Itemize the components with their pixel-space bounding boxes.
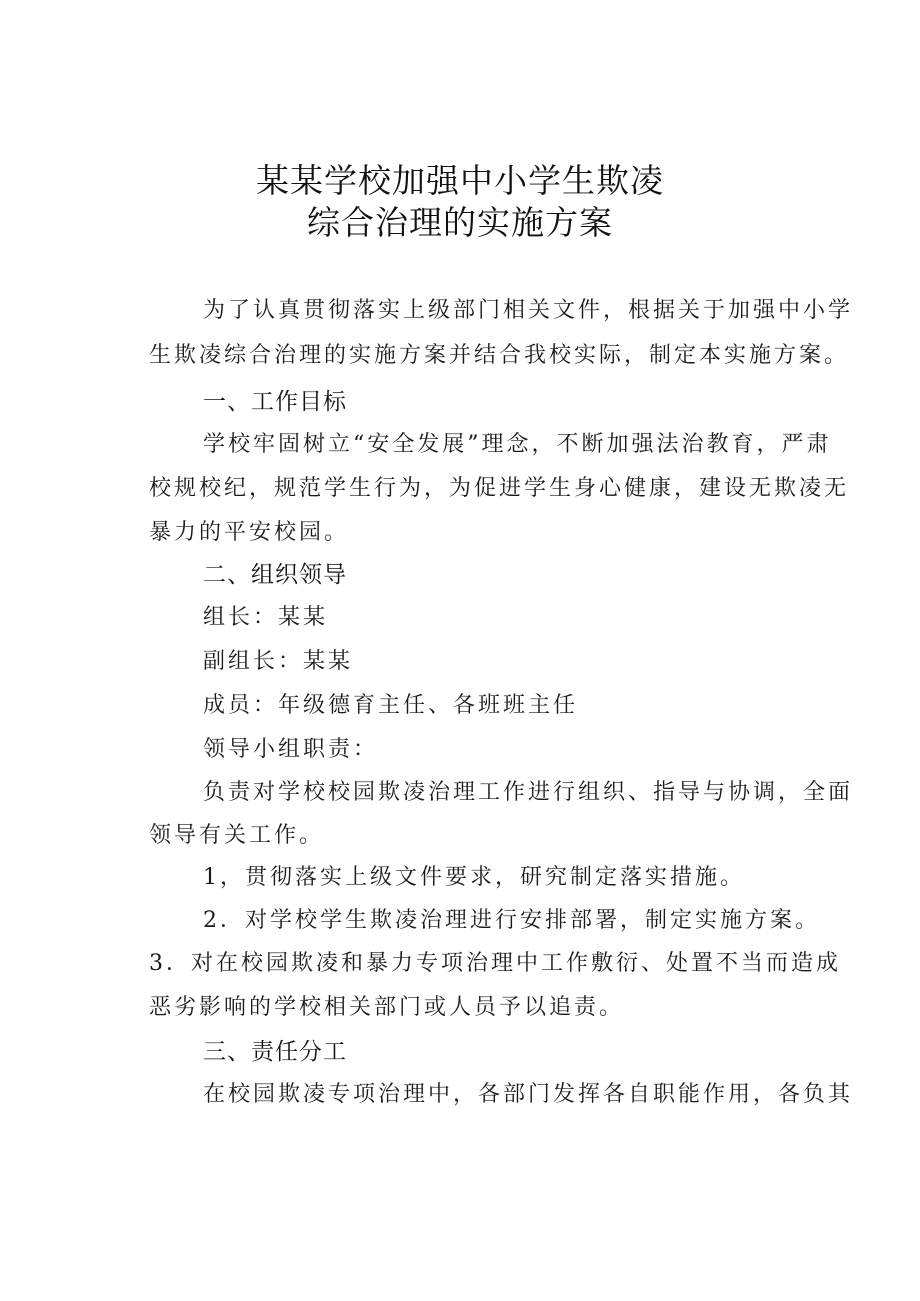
- goals-paragraph-line-2: 校规校纪，规范学生行为，为促进学生身心健康，建设无欺凌无: [149, 476, 850, 501]
- duties-paragraph-line-1: 负责对学校校园欺凌治理工作进行组织、指导与协调，全面: [203, 780, 854, 805]
- duty-item-3-line-2: 恶劣影响的学校相关部门或人员予以追责。: [149, 995, 625, 1020]
- document-title-line-2: 综合治理的实施方案: [307, 203, 613, 242]
- document-title-line-1: 某某学校加强中小学生欺凌: [256, 161, 664, 200]
- section-heading-goals: 一、工作目标: [203, 389, 347, 415]
- intro-paragraph-line-2: 生欺凌综合治理的实施方案并结合我校实际，制定本实施方案。: [149, 343, 850, 368]
- duties-label: 领导小组职责：: [203, 737, 379, 762]
- goals-paragraph-line-3: 暴力的平安校园。: [149, 520, 350, 545]
- duties-paragraph-line-2: 领导有关工作。: [149, 823, 325, 848]
- responsibilities-paragraph-line-1: 在校园欺凌专项治理中，各部门发挥各自职能作用，各负其: [203, 1082, 854, 1107]
- section-heading-responsibilities: 三、责任分工: [203, 1039, 347, 1065]
- intro-paragraph-line-1: 为了认真贯彻落实上级部门相关文件，根据关于加强中小学: [203, 298, 854, 323]
- leader-line: 组长：某某: [203, 605, 329, 630]
- duty-item-2: 2．对学校学生欺凌治理进行安排部署，制定实施方案。: [203, 908, 820, 933]
- members-line: 成员：年级德育主任、各班班主任: [203, 693, 579, 718]
- deputy-leader-line: 副组长：某某: [203, 649, 354, 674]
- goals-paragraph-line-1: 学校牢固树立“安全发展”理念，不断加强法治教育，严肃: [203, 432, 832, 457]
- duty-item-3-line-1: 3．对在校园欺凌和暴力专项治理中工作敷衍、处置不当而造成: [149, 951, 841, 976]
- duty-item-1: 1，贯彻落实上级文件要求，研究制定落实措施。: [203, 865, 745, 890]
- section-heading-leadership: 二、组织领导: [203, 562, 347, 588]
